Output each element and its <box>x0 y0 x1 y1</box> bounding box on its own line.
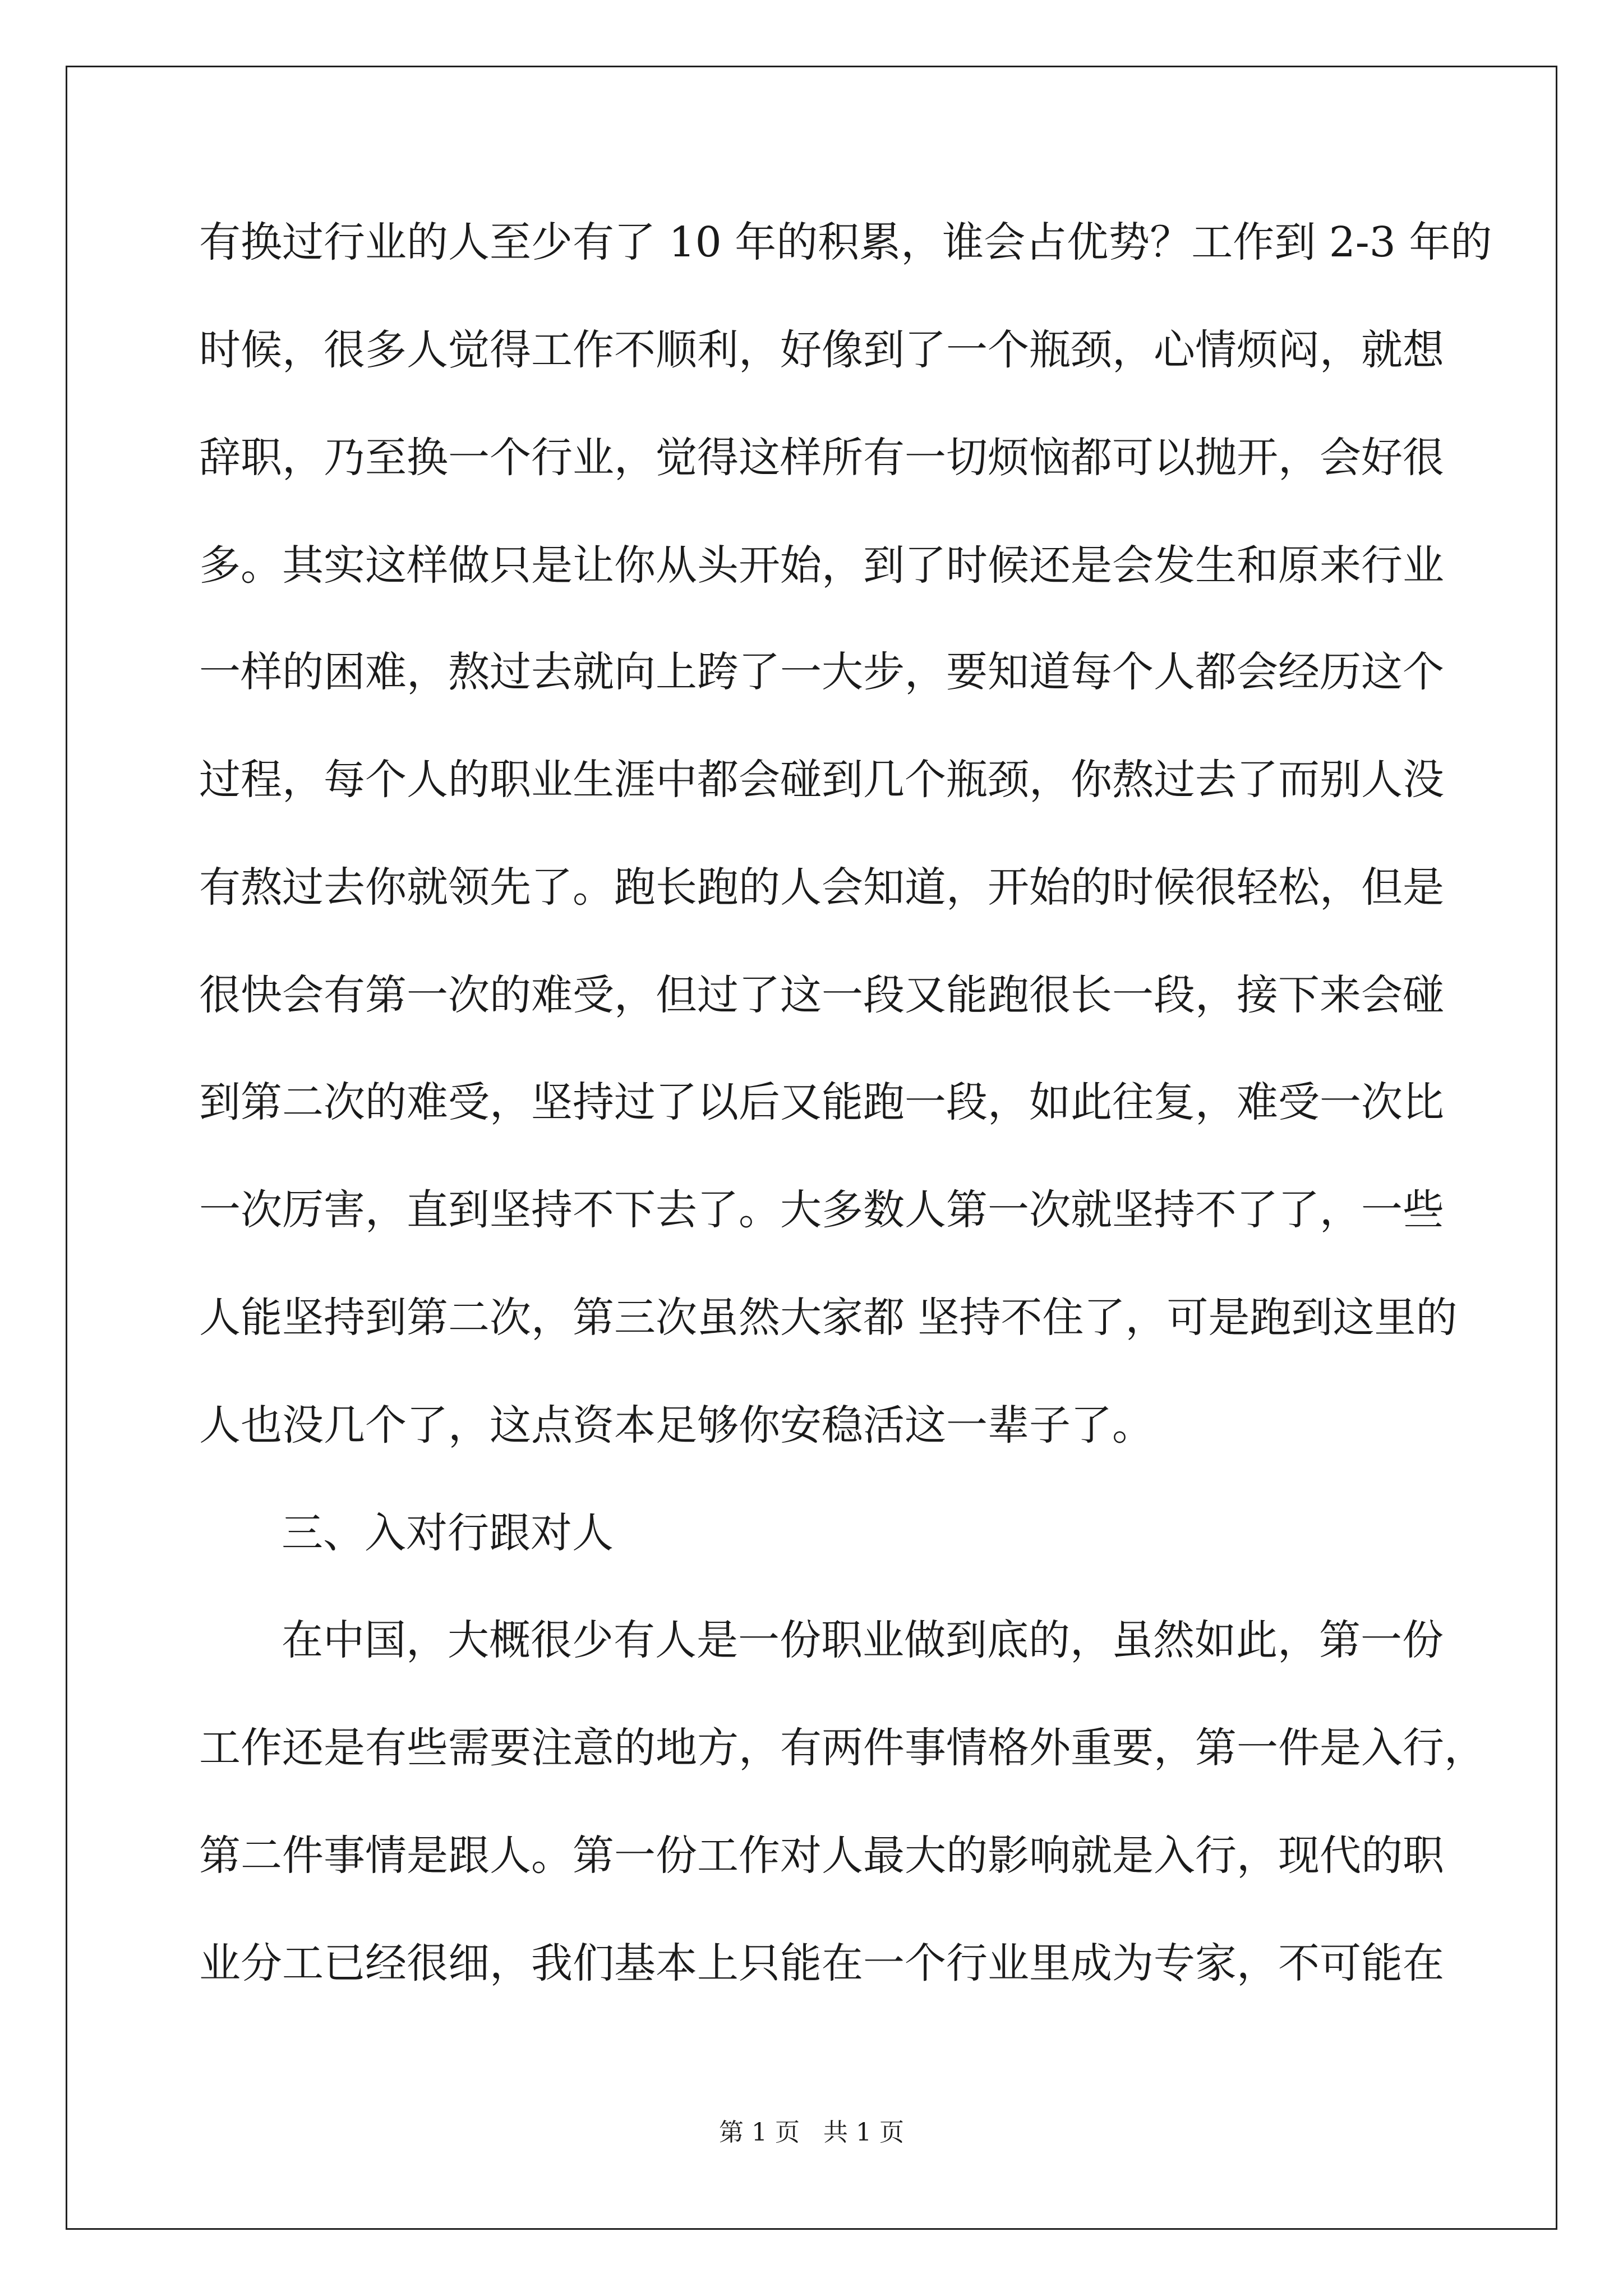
text-line: 业分工已经很细，我们基本上只能在一个行业里成为专家，不可能在 <box>199 1939 1444 1987</box>
text-line: 在中国，大概很少有人是一份职业做到底的，虽然如此，第一份 <box>282 1616 1444 1664</box>
page-number-footer: 第 1 页 共 1 页 <box>719 2118 904 2147</box>
text-line: 有换过行业的人至少有了 10 年的积累，谁会占优势？工作到 2-3 年的 <box>199 218 1492 266</box>
section-heading: 三、入对行跟对人 <box>282 1509 614 1557</box>
text-line: 很快会有第一次的难受，但过了这一段又能跑很长一段，接下来会碰 <box>199 971 1444 1019</box>
text-line: 工作还是有些需要注意的地方，有两件事情格外重要，第一件是入行， <box>199 1724 1486 1772</box>
text-line: 过程，每个人的职业生涯中都会碰到几个瓶颈，你熬过去了而别人没 <box>199 756 1444 804</box>
text-line: 辞职，乃至换一个行业，觉得这样所有一切烦恼都可以抛开，会好很 <box>199 434 1444 482</box>
text-line: 人也没几个了，这点资本足够你安稳活这一辈子了。 <box>199 1401 1154 1450</box>
text-line: 时候，很多人觉得工作不顺利，好像到了一个瓶颈，心情烦闷，就想 <box>199 326 1444 374</box>
page-border <box>66 66 1557 2230</box>
text-line: 到第二次的难受，坚持过了以后又能跑一段，如此往复，难受一次比 <box>199 1078 1444 1126</box>
text-line: 一次厉害，直到坚持不下去了。大多数人第一次就坚持不了了，一些 <box>199 1186 1444 1234</box>
text-line: 人能坚持到第二次，第三次虽然大家都 坚持不住了，可是跑到这里的 <box>199 1294 1458 1342</box>
text-line: 一样的困难，熬过去就向上跨了一大步，要知道每个人都会经历这个 <box>199 648 1444 696</box>
text-line: 有熬过去你就领先了。跑长跑的人会知道，开始的时候很轻松，但是 <box>199 863 1444 912</box>
text-line: 第二件事情是跟人。第一份工作对人最大的影响就是入行，现代的职 <box>199 1832 1444 1880</box>
text-line: 多。其实这样做只是让你从头开始，到了时候还是会发生和原来行业 <box>199 541 1444 590</box>
